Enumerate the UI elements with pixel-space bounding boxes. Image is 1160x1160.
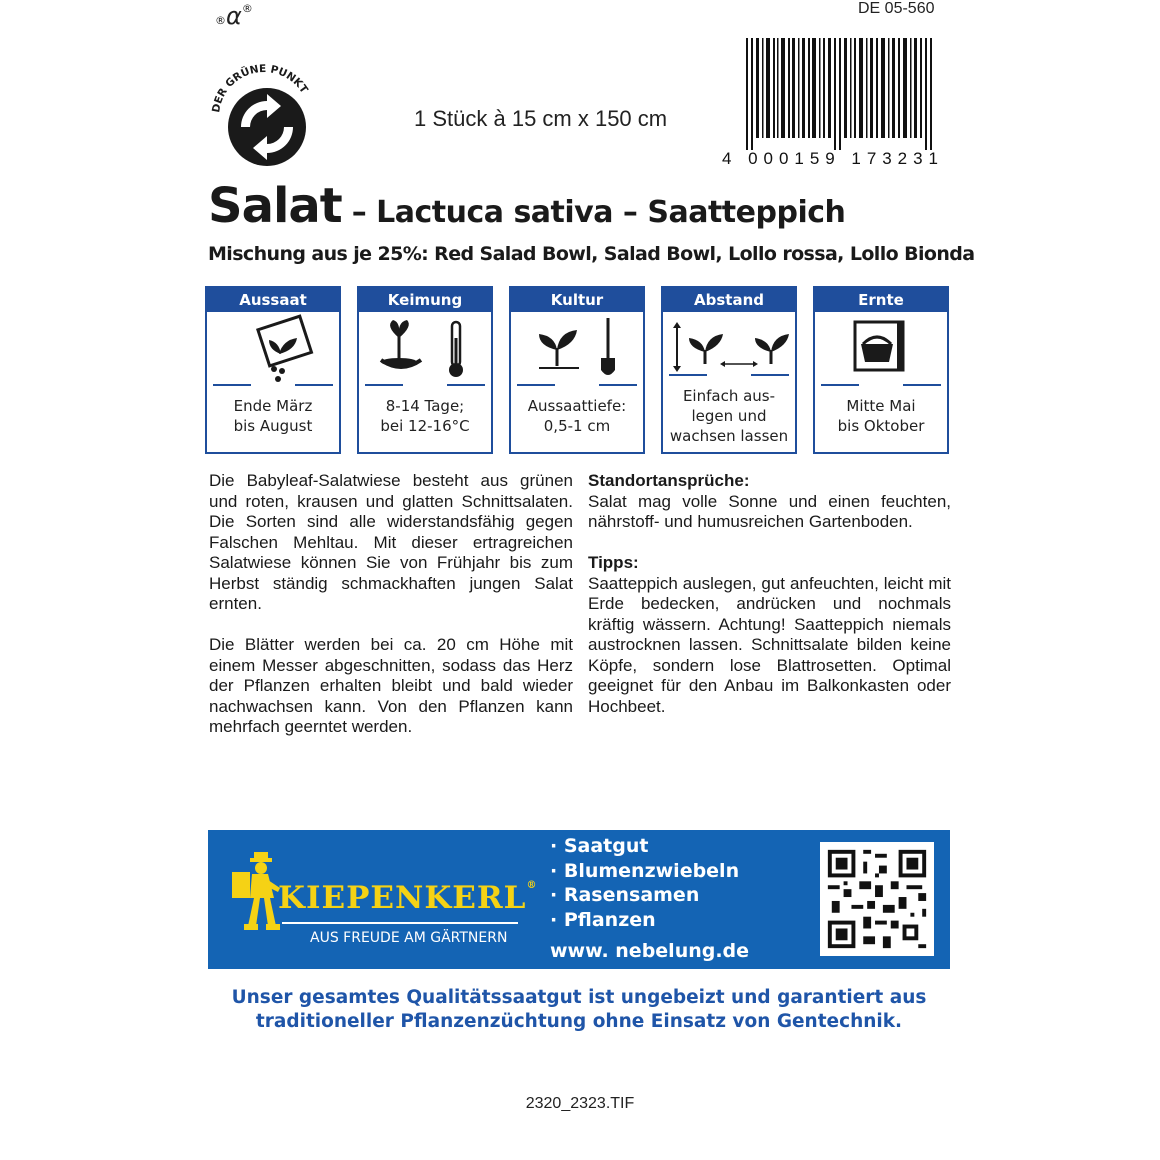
article-code: DE 05-560 (858, 0, 935, 17)
product-list-item: · Saatgut (550, 835, 649, 857)
website-link[interactable]: www. nebelung.de (550, 940, 750, 962)
tips-paragraph: Saatteppich auslegen, gut anfeuchten, leicht mit Erde bedecken, andrücken und nochmals kräftig wässern. Achtung! Saatteppich niemals austrocknen lassen. Schnittsalate bilden keine Köpfe, sondern lose Blattrosetten. Optimal geeignet für den Anbau im Balkonkasten oder Hochbeet. (588, 573, 951, 716)
tips-heading: Tipps: (588, 553, 639, 572)
info-box-header: Abstand (663, 288, 795, 312)
location-heading: Standortansprüche: (588, 471, 750, 490)
sprout-thermometer-icon (359, 314, 491, 384)
kiepenkerl-figure-icon (230, 852, 282, 932)
info-box-aussaat (205, 286, 341, 454)
info-box-header: Aussaat (207, 288, 339, 312)
info-box-keimung (357, 286, 493, 454)
info-box-abstand (661, 286, 797, 454)
mixture-line: Mischung aus je 25%: Red Salad Bowl, Salad Bowl, Lollo rossa, Lollo Bionda (208, 243, 975, 265)
info-box-ernte (813, 286, 949, 454)
brand-slogan: AUS FREUDE AM GÄRTNERN (310, 930, 508, 946)
gruener-punkt-logo (205, 55, 323, 173)
product-list (550, 834, 739, 932)
product-list-item: · Blumenzwiebeln (550, 859, 740, 882)
info-box-caption: Mitte Mai bis Oktober (837, 397, 925, 435)
info-box-header: Ernte (815, 288, 947, 312)
info-box-header: Kultur (511, 288, 643, 312)
alpha-trademark: ®α® (215, 2, 253, 30)
title-dash: – (341, 195, 377, 230)
location-paragraph: Salat mag volle Sonne und einen feuchten, nährstoff- und humusreichen Gartenboden. (588, 491, 951, 531)
info-box-caption: Ende März bis August (233, 397, 313, 435)
description-paragraph: Die Babyleaf-Salatwiese besteht aus grünen und roten, krausen und glatten Schnittsalaten. Die Sorten sind alle widerstandsfähig gegen Falschen Mehltau. Mit dieser ertragreichen Salatwiese können Sie von Frühjahr bis zum Herbst ständig schmackhaften jungen Salat ernten. (209, 471, 573, 613)
logo-divider (282, 922, 518, 924)
qr-code[interactable] (820, 842, 934, 956)
info-box-caption: Aussaattiefe: 0,5-1 cm (527, 397, 627, 435)
description-column (209, 471, 573, 758)
harvest-basket-icon (815, 314, 947, 384)
product-title (208, 178, 845, 234)
brand-logo: KIEPENKERL® (278, 880, 538, 916)
seed-packet-icon (207, 314, 339, 384)
barcode-digits: 4 000159 173231 (722, 149, 938, 168)
harvest-paragraph: Die Blätter werden bei ca. 20 cm Höhe mit einem Messer abgeschnitten, sodass das Herz der Pflanzen erhalten bleibt und bald wieder nachwachsen kann. Von den Pflanzen kann mehrfach geerntet werden. (209, 635, 573, 736)
guarantee-statement: Unser gesamtes Qualitätssaatgut ist ungebeizt und garantiert aus traditioneller Pflanzenzüchtung ohne Einsatz von Gentechnik. (231, 987, 927, 1032)
title-main: Salat (208, 178, 342, 234)
info-box-caption: 8-14 Tage; bei 12-16°C (380, 397, 470, 435)
info-box-header: Keimung (359, 288, 491, 312)
tips-column (588, 471, 951, 738)
product-list-item: · Pflanzen (550, 908, 656, 931)
logo-ring-text: DER GRÜNE PUNKT (210, 62, 311, 114)
package-size: 1 Stück à 15 cm x 150 cm (414, 106, 668, 131)
barcode (720, 38, 946, 168)
title-latin: Lactuca sativa – Saatteppich (376, 195, 846, 230)
info-box-kultur (509, 286, 645, 454)
plant-spade-icon (511, 314, 643, 384)
info-box-caption: Einfach aus- legen und wachsen lassen (669, 387, 789, 445)
product-list-item: · Rasensamen (550, 884, 700, 906)
file-code: 2320_2323.TIF (525, 1095, 635, 1112)
